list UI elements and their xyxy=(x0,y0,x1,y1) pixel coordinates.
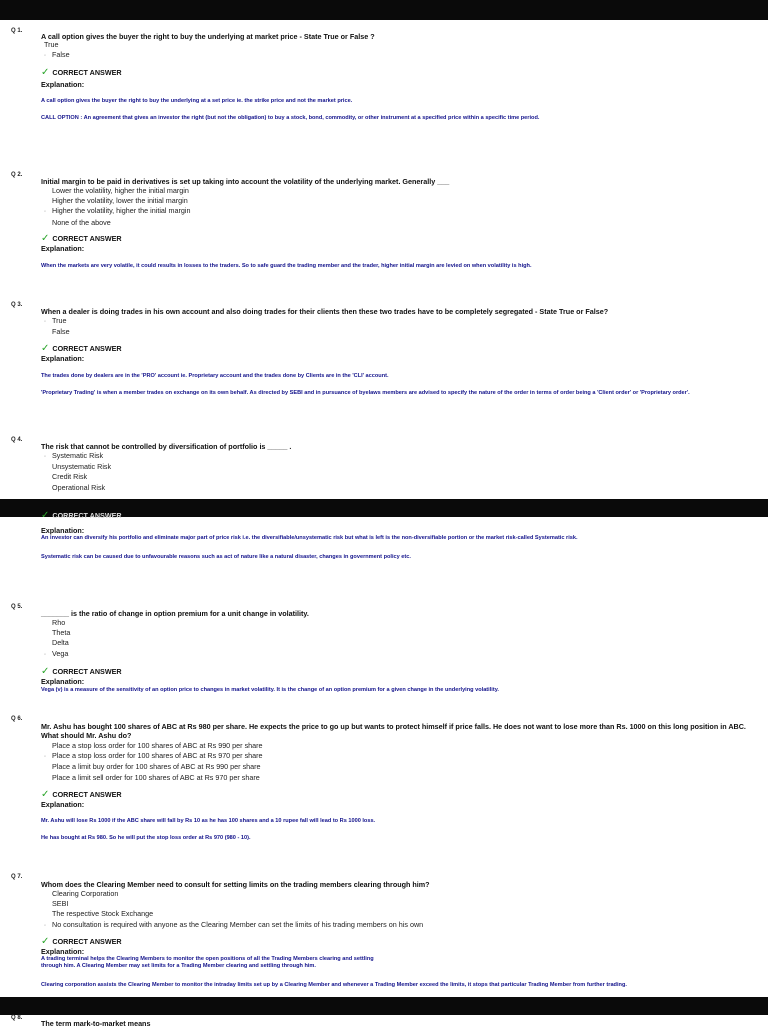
question-number: Q 3. xyxy=(11,302,23,308)
option[interactable]: Lower the volatility, higher the initial margin xyxy=(52,186,189,195)
explanation-text: CALL OPTION : An agreement that gives an investor the right (but not the obligation) to buy a stock, bond, commodity, or other instrument at a specified price within a specific time period. xyxy=(41,115,540,121)
option[interactable]: ◦ True xyxy=(44,316,67,325)
correct-answer-label: ✓ CORRECT ANSWER xyxy=(41,789,122,800)
question-text: Whom does the Clearing Member need to consult for setting limits on the trading members clearing through him? xyxy=(41,880,430,889)
explanation-text: When the markets are very volatile, it could results in losses to the traders. So to safe guard the trading member and the trader, higher initial margin are levied on when volatility is high. xyxy=(41,263,532,269)
correct-answer-label: ✓ CORRECT ANSWER xyxy=(41,343,122,354)
explanation-text: The trades done by dealers are in the 'PRO' account ie. Proprietary account and the trades done by Clients are in the 'CLI' account. xyxy=(41,373,389,379)
explanation-text: Vega (v) is a measure of the sensitivity of an option price to changes in market volatility. It is the change of an option premium for a given change in the underlying volatility. xyxy=(41,687,499,693)
correct-answer-label: ✓ CORRECT ANSWER xyxy=(41,67,122,78)
explanation-text: He has bought at Rs 980. So he will put the stop loss order at Rs 970 (980 - 10). xyxy=(41,835,251,841)
option[interactable]: SEBI xyxy=(52,899,69,909)
explanation-text: A call option gives the buyer the right to buy the underlying at a set price ie. the strike price and not the market price. xyxy=(41,98,353,104)
options-list xyxy=(44,186,191,228)
option[interactable]: Delta xyxy=(52,638,69,648)
question-number: Q 4. xyxy=(11,437,23,443)
explanation-label: Explanation: xyxy=(41,244,85,253)
explanation-label: Explanation: xyxy=(41,947,85,956)
correct-answer-label: ✓ CORRECT ANSWER xyxy=(41,510,122,521)
question-text: The risk that cannot be controlled by diversification of portfolio is _____ . xyxy=(41,442,292,451)
option[interactable]: None of the above xyxy=(52,217,111,227)
option[interactable]: Place a limit sell order for 100 shares of ABC at Rs 970 per share xyxy=(52,772,260,782)
question-text: Mr. Ashu has bought 100 shares of ABC at Rs 980 per share. He expects the price to go up but wants to protect himself if price falls. He does not want to lose more than Rs. 1000 on this long position in ABC. What should Mr. Ashu do? xyxy=(41,722,746,740)
question-number: Q 8. xyxy=(11,1015,23,1021)
explanation-text: 'Proprietary Trading' is when a member trades on exchange on its own behalf. As directed by SEBI and in pursuance of byelaws members are advised to specify the nature of the order in terms of order being a 'Client order' or 'Proprietary order'. xyxy=(41,390,690,396)
question-text: Initial margin to be paid in derivatives is set up taking into account the volatility of the underlying market. Generally ___ xyxy=(41,177,450,186)
question-text: _______ is the ratio of change in option premium for a unit change in volatility. xyxy=(41,609,309,618)
option[interactable]: Place a stop loss order for 100 shares of ABC at Rs 990 per share xyxy=(52,741,263,750)
option[interactable]: ◦ Place a stop loss order for 100 shares of ABC at Rs 970 per share xyxy=(44,751,263,761)
option[interactable]: Unsystematic Risk xyxy=(52,462,112,472)
question-number: Q 6. xyxy=(11,716,23,722)
correct-answer-label: ✓ CORRECT ANSWER xyxy=(41,936,122,947)
option[interactable]: Place a limit buy order for 100 shares of ABC at Rs 990 per share xyxy=(52,762,261,772)
explanation-label: Explanation: xyxy=(41,800,85,809)
explanation-label: Explanation: xyxy=(41,80,85,89)
option[interactable]: Credit Risk xyxy=(52,472,88,482)
explanation-text: A trading terminal helps the Clearing Members to monitor the open positions of all the Trading Members clearing and settling through him. A Clearing Member may set limits for a Trading Member clearing and settling through him. xyxy=(41,956,374,970)
question-text: When a dealer is doing trades in his own account and also doing trades for their clients then these two trades have to be completely segregated - State True or False? xyxy=(41,307,609,316)
question-number: Q 5. xyxy=(11,604,23,610)
check-icon: ✓ xyxy=(41,936,50,947)
explanation-text: Clearing corporation assists the Clearing Member to monitor the intraday limits set up by a Clearing Member and whenever a Trading Member exceed the limits, it stops that particular Trading Member from further trading. xyxy=(41,982,627,988)
option[interactable]: ◦ Systematic Risk xyxy=(44,451,104,460)
options-list xyxy=(44,889,423,931)
explanation-label: Explanation: xyxy=(41,677,85,686)
check-icon: ✓ xyxy=(41,666,50,677)
correct-answer-label: ✓ CORRECT ANSWER xyxy=(41,666,122,677)
explanation-text: Systematic risk can be caused due to unfavourable reasons such as act of nature like a natural disaster, changes in government policy etc. xyxy=(41,554,411,560)
options-list xyxy=(44,451,111,493)
options-list xyxy=(44,741,263,783)
check-icon: ✓ xyxy=(41,343,50,354)
explanation-text: Mr. Ashu will lose Rs 1000 if the ABC share will fall by Rs 10 as he has 100 shares and a 10 rupee fall will lead to Rs 1000 loss. xyxy=(41,818,376,824)
check-icon: ✓ xyxy=(41,510,50,521)
option[interactable]: Higher the volatility, lower the initial margin xyxy=(52,196,188,206)
option[interactable]: Rho xyxy=(52,618,66,627)
bottom-bar xyxy=(0,997,768,1015)
option[interactable]: ◦ False xyxy=(44,50,70,60)
explanation-label: Explanation: xyxy=(41,354,85,363)
options-list xyxy=(44,316,70,337)
check-icon: ✓ xyxy=(41,233,50,244)
option[interactable]: Operational Risk xyxy=(52,482,106,492)
options-list xyxy=(44,40,70,61)
option[interactable]: ◦ No consultation is required with anyone as the Clearing Member can set the limits of his trading members on his own xyxy=(44,919,424,929)
top-bar xyxy=(0,0,768,20)
options-list xyxy=(44,618,70,660)
question-number: Q 1. xyxy=(11,28,23,34)
question-text: A call option gives the buyer the right to buy the underlying at market price - State True or False ? xyxy=(41,32,375,41)
question-number: Q 7. xyxy=(11,874,23,880)
explanation-text: An investor can diversify his portfolio and eliminate major part of price risk i.e. the diversifiable/unsystematic risk but what is left is the non-diversifiable portion or the market risk-called Systematic risk. xyxy=(41,535,578,541)
option[interactable]: Clearing Corporation xyxy=(52,889,119,898)
check-icon: ✓ xyxy=(41,789,50,800)
question-text: The term mark-to-market means xyxy=(41,1019,151,1028)
explanation-label: Explanation: xyxy=(41,526,85,535)
option[interactable]: False xyxy=(52,327,70,337)
option[interactable]: ◦ Vega xyxy=(44,648,69,658)
option[interactable]: ◦ Higher the volatility, higher the initial margin xyxy=(44,206,191,216)
question-number: Q 2. xyxy=(11,172,23,178)
correct-answer-label: ✓ CORRECT ANSWER xyxy=(41,233,122,244)
option[interactable]: True xyxy=(44,40,59,49)
option[interactable]: Theta xyxy=(52,628,71,638)
option[interactable]: The respective Stock Exchange xyxy=(52,909,154,919)
check-icon: ✓ xyxy=(41,67,50,78)
